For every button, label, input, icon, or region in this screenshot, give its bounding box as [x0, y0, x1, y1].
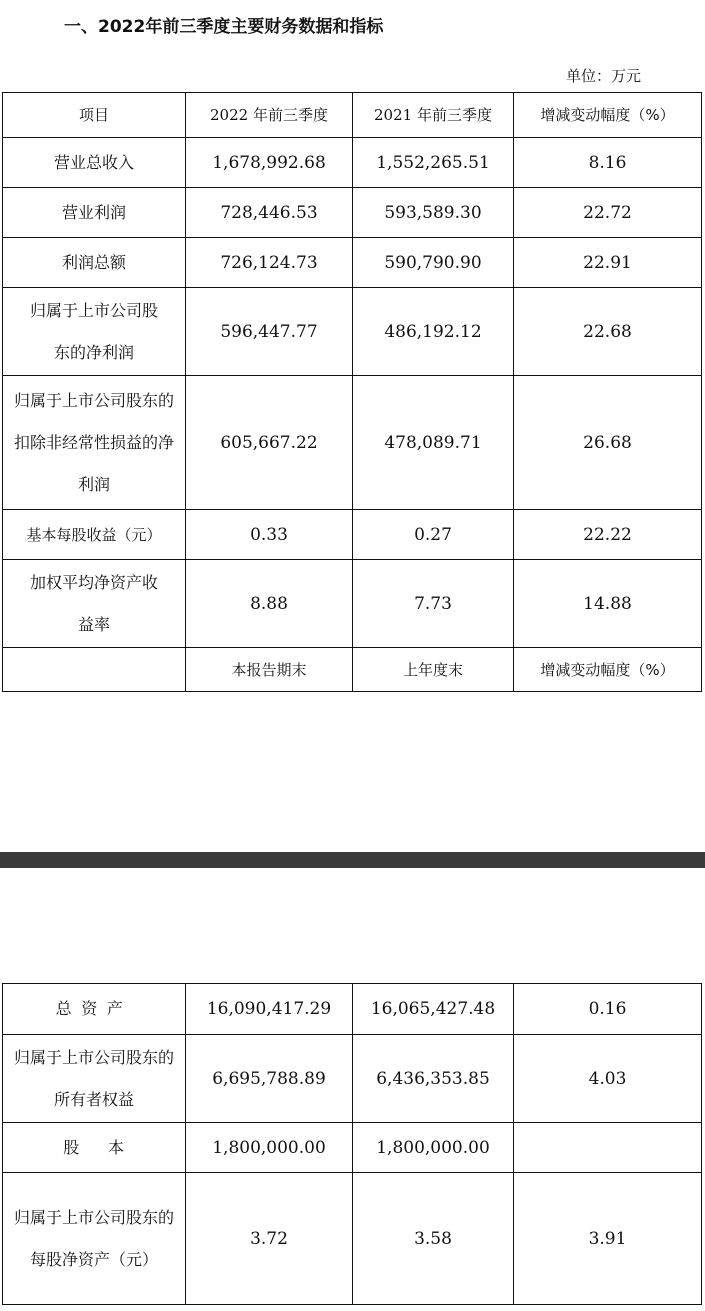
- cell-value: 0.33: [186, 510, 353, 560]
- cell-value: 596,447.77: [186, 288, 353, 376]
- table-row: [3, 984, 702, 1035]
- cell-value: 22.91: [514, 238, 702, 288]
- row-label: 利润总额: [3, 238, 186, 288]
- cell-value: 1,678,992.68: [186, 138, 353, 188]
- table-row: [3, 510, 702, 560]
- cell-value: 4.03: [514, 1035, 702, 1123]
- cell-value: 728,446.53: [186, 188, 353, 238]
- cell-value: 1,552,265.51: [353, 138, 514, 188]
- row-label: 营业利润: [3, 188, 186, 238]
- row-label: 归属于上市公司股东的扣除非经常性损益的净利润: [3, 376, 186, 510]
- cell-value: 0.16: [514, 984, 702, 1035]
- cell-value: 14.88: [514, 560, 702, 648]
- cell-value: 22.22: [514, 510, 702, 560]
- header-2021: 2021 年前三季度: [353, 93, 514, 138]
- subheader-period-end: 本报告期末: [186, 648, 353, 692]
- table-row: [3, 288, 702, 376]
- cell-value: 3.91: [514, 1173, 702, 1305]
- row-label: 股本: [3, 1123, 186, 1173]
- cell-value: 1,800,000.00: [353, 1123, 514, 1173]
- cell-value: 3.58: [353, 1173, 514, 1305]
- page-break-divider: [0, 852, 705, 868]
- cell-value: 6,695,788.89: [186, 1035, 353, 1123]
- subheader-change: 增减变动幅度（%）: [514, 648, 702, 692]
- table-row: [3, 560, 702, 648]
- header-item: 项目: [3, 93, 186, 138]
- row-label: 归属于上市公司股东的所有者权益: [3, 1035, 186, 1123]
- cell-value: 22.72: [514, 188, 702, 238]
- financial-table-balance: [2, 983, 702, 1305]
- table-row: [3, 1123, 702, 1173]
- row-label: 基本每股收益（元）: [3, 510, 186, 560]
- table-subheader-row: [3, 648, 702, 692]
- row-label: 总资产: [3, 984, 186, 1035]
- cell-value: 726,124.73: [186, 238, 353, 288]
- cell-value: 6,436,353.85: [353, 1035, 514, 1123]
- cell-value: 605,667.22: [186, 376, 353, 510]
- table-row: [3, 1173, 702, 1305]
- cell-value: [514, 1123, 702, 1173]
- cell-value: 593,589.30: [353, 188, 514, 238]
- table-row: [3, 1035, 702, 1123]
- unit-label: 单位：万元: [566, 67, 642, 85]
- row-label: 营业总收入: [3, 138, 186, 188]
- financial-table-period: [2, 92, 702, 692]
- row-label: 归属于上市公司股东的每股净资产（元）: [3, 1173, 186, 1305]
- header-change: 增减变动幅度（%）: [514, 93, 702, 138]
- subheader-blank: [3, 648, 186, 692]
- cell-value: 478,089.71: [353, 376, 514, 510]
- cell-value: 1,800,000.00: [186, 1123, 353, 1173]
- cell-value: 3.72: [186, 1173, 353, 1305]
- row-label: 加权平均净资产收益率: [3, 560, 186, 648]
- cell-value: 26.68: [514, 376, 702, 510]
- table-row: [3, 376, 702, 510]
- cell-value: 8.88: [186, 560, 353, 648]
- cell-value: 7.73: [353, 560, 514, 648]
- table-row: [3, 188, 702, 238]
- cell-value: 8.16: [514, 138, 702, 188]
- row-label: 归属于上市公司股东的净利润: [3, 288, 186, 376]
- cell-value: 486,192.12: [353, 288, 514, 376]
- section-title: 一、2022年前三季度主要财务数据和指标: [64, 17, 384, 37]
- table-row: [3, 138, 702, 188]
- cell-value: 16,065,427.48: [353, 984, 514, 1035]
- table-row: [3, 238, 702, 288]
- cell-value: 16,090,417.29: [186, 984, 353, 1035]
- subheader-prior-year-end: 上年度末: [353, 648, 514, 692]
- table-header-row: [3, 93, 702, 138]
- cell-value: 22.68: [514, 288, 702, 376]
- cell-value: 590,790.90: [353, 238, 514, 288]
- header-2022: 2022 年前三季度: [186, 93, 353, 138]
- cell-value: 0.27: [353, 510, 514, 560]
